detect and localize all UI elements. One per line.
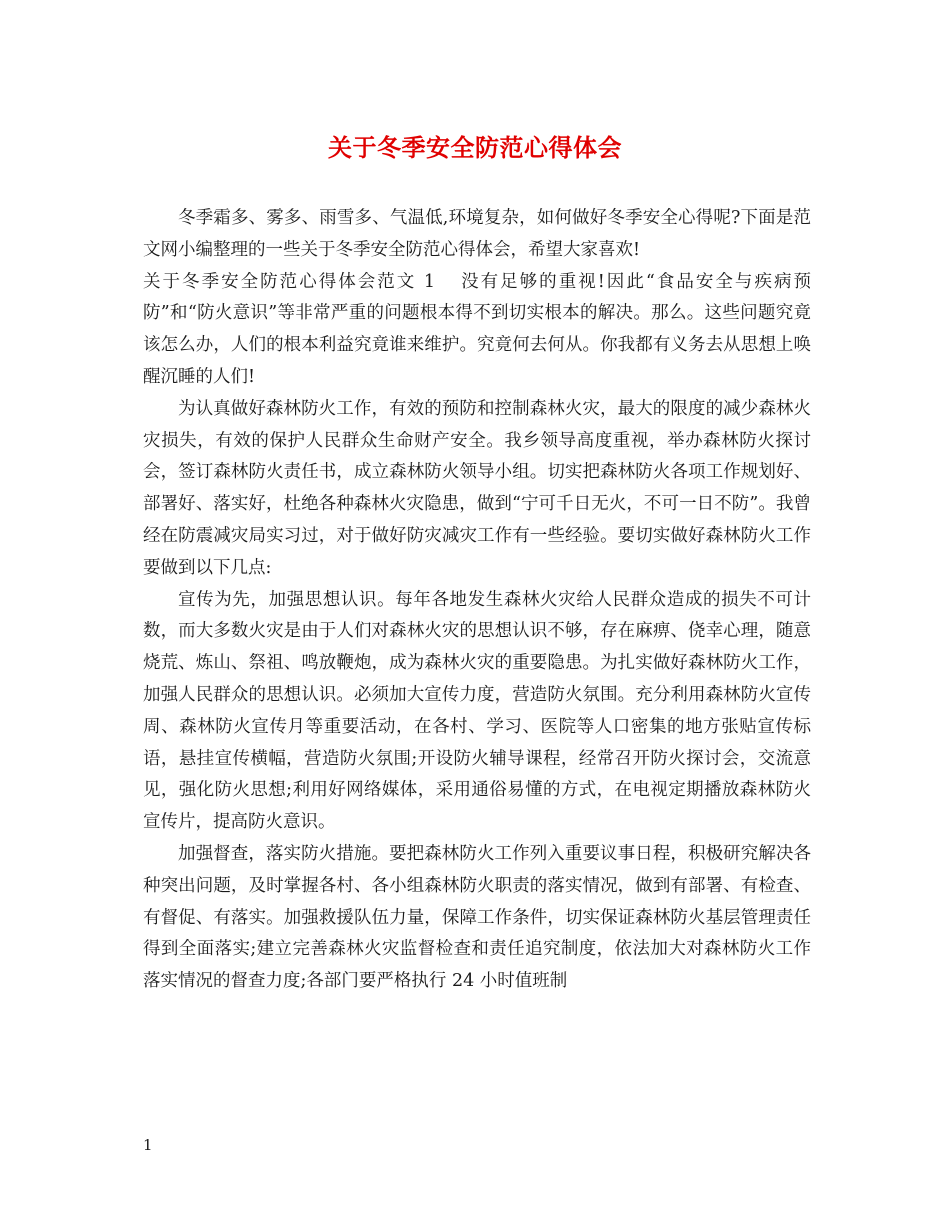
document-title: 关于冬季安全防范心得体会 [328,133,622,162]
sample-heading: 关于冬季安全防范心得体会范文 1 [143,271,436,292]
forest-fire-paragraph: 为认真做好森林防火工作，有效的预防和控制森林火灾，最大的限度的减少森林火灾损失，有效的保护人民群众生命财产安全。我乡领导高度重视，举办森林防火探讨会，签订森林防火责任书，成立森林防火领导小组。切实把森林防火各项工作规划好、部署好、落实好，杜绝各种森林火灾隐患，做到“宁可千日无火，不可一日不防”。我曾经在防震减灾局实习过，对于做好防灾减灾工作有一些经验。要切实做好森林防火工作要做到以下几点: [143,398,811,578]
page-number: 1 [143,1136,153,1154]
sample-text: 没有足够的重视!因此“食品安全与疾病预防”和“防火意识”等非常严重的问题根本得不到切实根本的解决。那么。这些问题究竟该怎么办，人们的根本利益究竟谁来维护。究竟何去何从。你我都有义务去从思想上唤醒沉睡的人们! [143,271,811,387]
intro-paragraph: 冬季霜多、雾多、雨雪多、气温低,环境复杂，如何做好冬季安全心得呢?下面是范文网小编整理的一些关于冬季安全防范心得体会，希望大家喜欢! [143,208,811,260]
publicity-paragraph: 宣传为先，加强思想认识。每年各地发生森林火灾给人民群众造成的损失不可计数，而大多数火灾是由于人们对森林火灾的思想认识不够，存在麻痹、侥幸心理，随意烧荒、炼山、祭祖、鸣放鞭炮，成为森林火灾的重要隐患。为扎实做好森林防火工作，加强人民群众的思想认识。必须加大宣传力度，营造防火氛围。充分利用森林防火宣传周、森林防火宣传月等重要活动，在各村、学习、医院等人口密集的地方张贴宣传标语，悬挂宣传横幅，营造防火氛围;开设防火辅导课程，经常召开防火探讨会，交流意见，强化防火思想;利用好网络媒体，采用通俗易懂的方式，在电视定期播放森林防火宣传片，提高防火意识。 [143,589,811,833]
supervision-paragraph: 加强督查，落实防火措施。要把森林防火工作列入重要议事日程，积极研究解决各种突出问题，及时掌握各村、各小组森林防火职责的落实情况，做到有部署、有检查、有督促、有落实。加强救援队伍力量，保障工作条件，切实保证森林防火基层管理责任得到全面落实;建立完善森林火灾监督检查和责任追究制度，依法加大对森林防火工作落实情况的督查力度;各部门要严格执行 24 小时值班制 [143,843,811,992]
sample-paragraph [143,267,811,394]
document-body [143,203,811,998]
